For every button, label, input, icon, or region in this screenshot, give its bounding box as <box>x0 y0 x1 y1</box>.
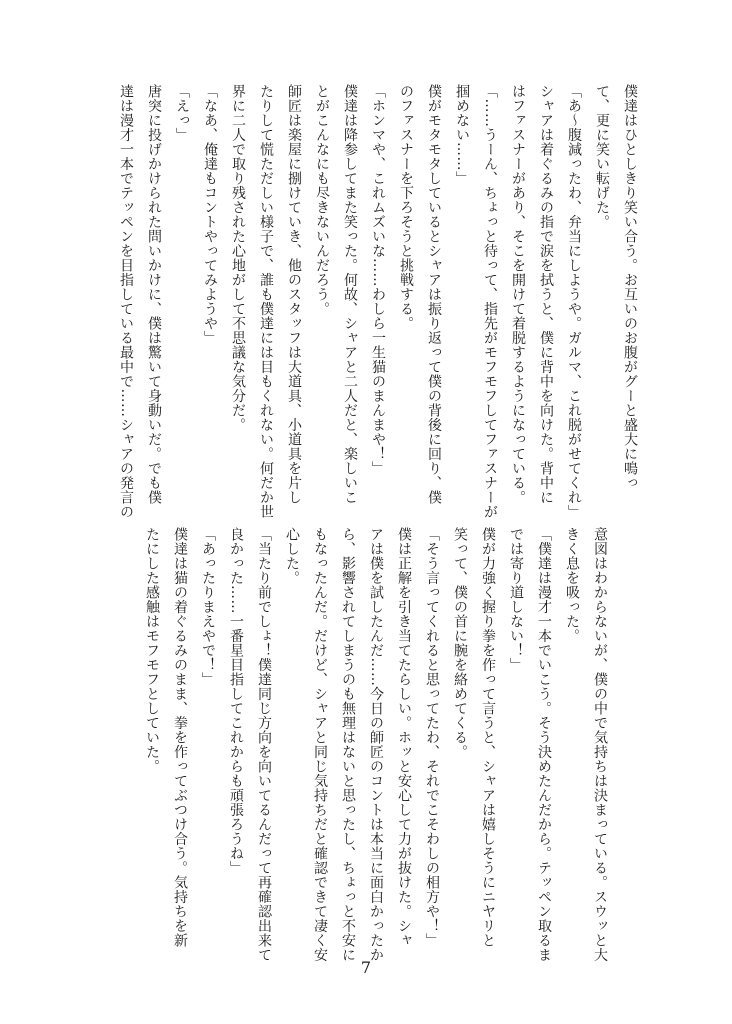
text-line: 「僕達は漫才一本でいこう。そう決めたんだから。テッペン取るま <box>536 527 552 962</box>
text-line: たにした感触はモフモフとしていた。 <box>144 527 160 774</box>
text-line: 「当たり前でしょ！僕達同じ方向を向いてるんだって再確認出来て <box>256 527 272 962</box>
text-line: 笑って、僕の首に腕を絡めてくる。 <box>452 527 468 759</box>
text-line: ら、影響されてしまうのも無理はないと思ったし、ちょっと不安に <box>340 527 356 962</box>
text-line: 「えっ」 <box>174 84 190 142</box>
text-line: 心した。 <box>284 527 300 585</box>
text-line: アは僕を試したんだ……今日の師匠のコントは本当に面白かったか <box>368 527 384 962</box>
text-line: 師匠は楽屋に捌けていき、他のスタッフは大道具、小道具を片し <box>286 84 302 505</box>
text-line: では寄り道しない！」 <box>508 527 524 672</box>
text-line: たりして慌ただしい様子で、誰も僕達には目もくれない。何だか世 <box>258 84 274 519</box>
text-line: 掴めない……」 <box>454 84 470 186</box>
text-line: 達は漫才一本でテッペンを目指している最中で……シャアの発言の <box>118 84 134 519</box>
text-line: 僕達は降参してまた笑った。何故、シャアと二人だと、楽しいこ <box>342 84 358 505</box>
text-line: 「……うーん、ちょっと待って、指先がモフモフしてファスナーが <box>482 84 498 519</box>
text-line: 唐突に投げかけられた問いかけに、僕は驚いて身動いだ。でも僕 <box>146 84 162 505</box>
text-line: 僕が力強く握り拳を作って言うと、シャアは嬉しそうにニヤリと <box>480 527 496 948</box>
text-line: のファスナーを下ろそうと挑戦する。 <box>398 84 414 331</box>
text-line: 僕は正解を引き当てたらしい。ホッと安心して力が抜けた。シャ <box>396 527 412 948</box>
text-line: 僕達は猫の着ぐるみのまま、拳を作ってぶつけ合う。気持ちを新 <box>172 527 188 948</box>
text-line: 「あ〜腹減ったわ、弁当にしようや。ガルマ、これ脱がせてくれ」 <box>566 84 582 519</box>
text-line: 僕達はひとしきり笑い合う。お互いのお腹がグーと盛大に鳴っ <box>622 84 638 490</box>
text-line: もなったんだ。だけど、シャアと同じ気持ちだと確認できて凄く安 <box>312 527 328 962</box>
text-line: 「あったりまえやで！」 <box>200 527 216 687</box>
text-line: きく息を吸った。 <box>564 527 580 643</box>
text-line: 僕がモタモタしているとシャアは振り返って僕の背後に回り、僕 <box>426 84 442 505</box>
text-line: 「なあ、俺達もコントやってみようや」 <box>202 84 218 345</box>
text-line: 「ホンマや、これムズいな……わしら一生猫のまんまや！」 <box>370 84 386 476</box>
lower-text-block <box>134 527 614 962</box>
text-line: て、更に笑い転げた。 <box>594 84 610 229</box>
text-line: 意図はわからないが、僕の中で気持ちは決まっている。スウッと大 <box>592 527 608 962</box>
text-line: はファスナーがあり、そこを開けて着脱するようになっている。 <box>510 84 526 505</box>
text-line: 界に二人で取り残された心地がして不思議な気分だ。 <box>230 84 246 432</box>
text-line: 良かった……一番星目指してこれからも頑張ろうね」 <box>228 527 244 875</box>
text-line: とがこんなにも尽きないんだろう。 <box>314 84 330 316</box>
upper-text-block <box>118 84 644 519</box>
text-line: 「そう言ってくれると思ってたわ、それでこそわしの相方や！」 <box>424 527 440 948</box>
page-number: 7 <box>360 958 372 977</box>
text-line: シャアは着ぐるみの指で涙を拭うと、僕に背中を向けた。背中に <box>538 84 554 505</box>
